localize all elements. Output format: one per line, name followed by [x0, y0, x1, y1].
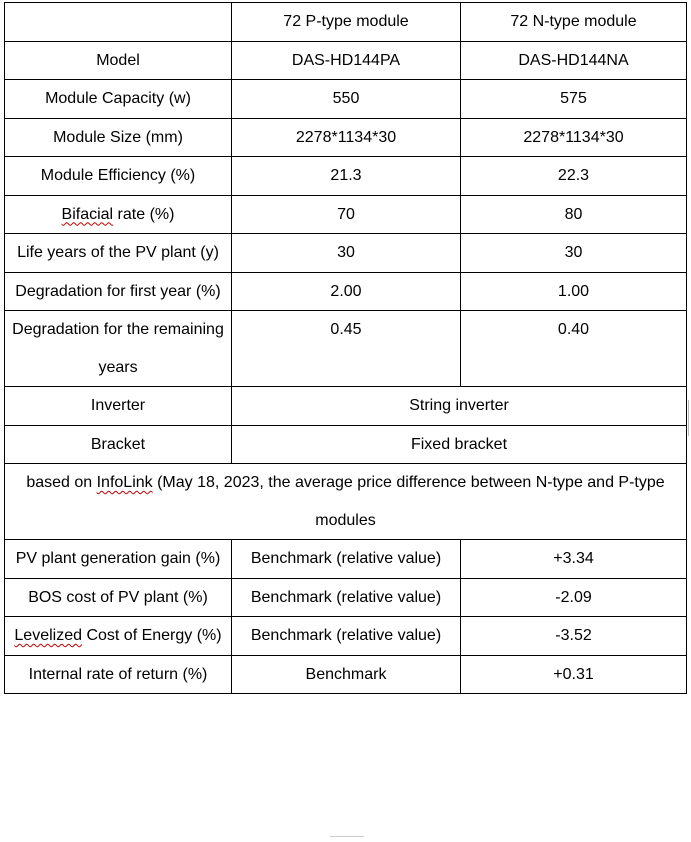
- row-label-rest: rate (%): [113, 205, 175, 223]
- p-type-value: 21.3: [232, 157, 461, 196]
- spellcheck-word: InfoLink: [96, 474, 153, 491]
- table-row: [5, 80, 687, 119]
- p-type-value: DAS-HD144PA: [232, 41, 461, 80]
- n-type-value: 1.00: [461, 272, 687, 311]
- row-label: Module Size (mm): [5, 118, 232, 157]
- comparison-table: [4, 2, 687, 694]
- table-row: [5, 118, 687, 157]
- spellcheck-word: Levelized: [14, 627, 82, 644]
- n-type-value: +0.31: [461, 655, 687, 694]
- row-label: Life years of the PV plant (y): [5, 234, 232, 273]
- p-type-value: 2278*1134*30: [232, 118, 461, 157]
- merged-value: String inverter: [232, 387, 687, 426]
- p-type-value: 30: [232, 234, 461, 273]
- note-text: based on: [26, 474, 97, 491]
- p-type-value: 2.00: [232, 272, 461, 311]
- table-row: [5, 311, 687, 387]
- row-label: Bracket: [5, 425, 232, 464]
- table-row: [5, 540, 687, 579]
- source-note: [5, 464, 687, 540]
- n-type-value: -3.52: [461, 617, 687, 656]
- p-type-value: Benchmark: [232, 655, 461, 694]
- row-label: Module Capacity (w): [5, 80, 232, 119]
- row-label-rest: Cost of Energy (%): [82, 627, 222, 644]
- table-row: [5, 655, 687, 694]
- row-label: Inverter: [5, 387, 232, 426]
- row-label: [5, 195, 232, 234]
- row-label: PV plant generation gain (%): [5, 540, 232, 579]
- n-type-value: DAS-HD144NA: [461, 41, 687, 80]
- merged-value: Fixed bracket: [232, 425, 687, 464]
- p-type-value: 550: [232, 80, 461, 119]
- table-row-bracket: [5, 425, 687, 464]
- row-label: Internal rate of return (%): [5, 655, 232, 694]
- p-type-value: Benchmark (relative value): [232, 578, 461, 617]
- table-row-inverter: [5, 387, 687, 426]
- n-type-value: 80: [461, 195, 687, 234]
- table-row: [5, 195, 687, 234]
- p-type-value: Benchmark (relative value): [232, 540, 461, 579]
- n-type-value: 30: [461, 234, 687, 273]
- table-row: [5, 157, 687, 196]
- row-label: Degradation for first year (%): [5, 272, 232, 311]
- n-type-value: 22.3: [461, 157, 687, 196]
- note-text: (May 18, 2023, the average price difference between N-type and P-type modules: [152, 474, 665, 529]
- p-type-value: 0.45: [232, 311, 461, 387]
- n-type-value: 0.40: [461, 311, 687, 387]
- n-type-value: -2.09: [461, 578, 687, 617]
- n-type-value: 575: [461, 80, 687, 119]
- n-type-value: 2278*1134*30: [461, 118, 687, 157]
- row-label: [5, 617, 232, 656]
- page-edge-mark: [688, 400, 689, 436]
- p-type-value: 70: [232, 195, 461, 234]
- header-n-type: 72 N-type module: [461, 3, 687, 42]
- n-type-value: +3.34: [461, 540, 687, 579]
- table-row: [5, 234, 687, 273]
- row-label: Module Efficiency (%): [5, 157, 232, 196]
- table-row: [5, 578, 687, 617]
- page-foot-mark: [330, 836, 364, 837]
- table-row: [5, 41, 687, 80]
- p-type-value: Benchmark (relative value): [232, 617, 461, 656]
- table-row: [5, 272, 687, 311]
- table-row-note: [5, 464, 687, 540]
- header-blank-cell: [5, 3, 232, 42]
- table-row: [5, 617, 687, 656]
- header-p-type: 72 P-type module: [232, 3, 461, 42]
- row-label: Degradation for the remaining years: [5, 311, 232, 387]
- spellcheck-word: Bifacial: [61, 205, 114, 223]
- table-header-row: [5, 3, 687, 42]
- row-label: Model: [5, 41, 232, 80]
- row-label: BOS cost of PV plant (%): [5, 578, 232, 617]
